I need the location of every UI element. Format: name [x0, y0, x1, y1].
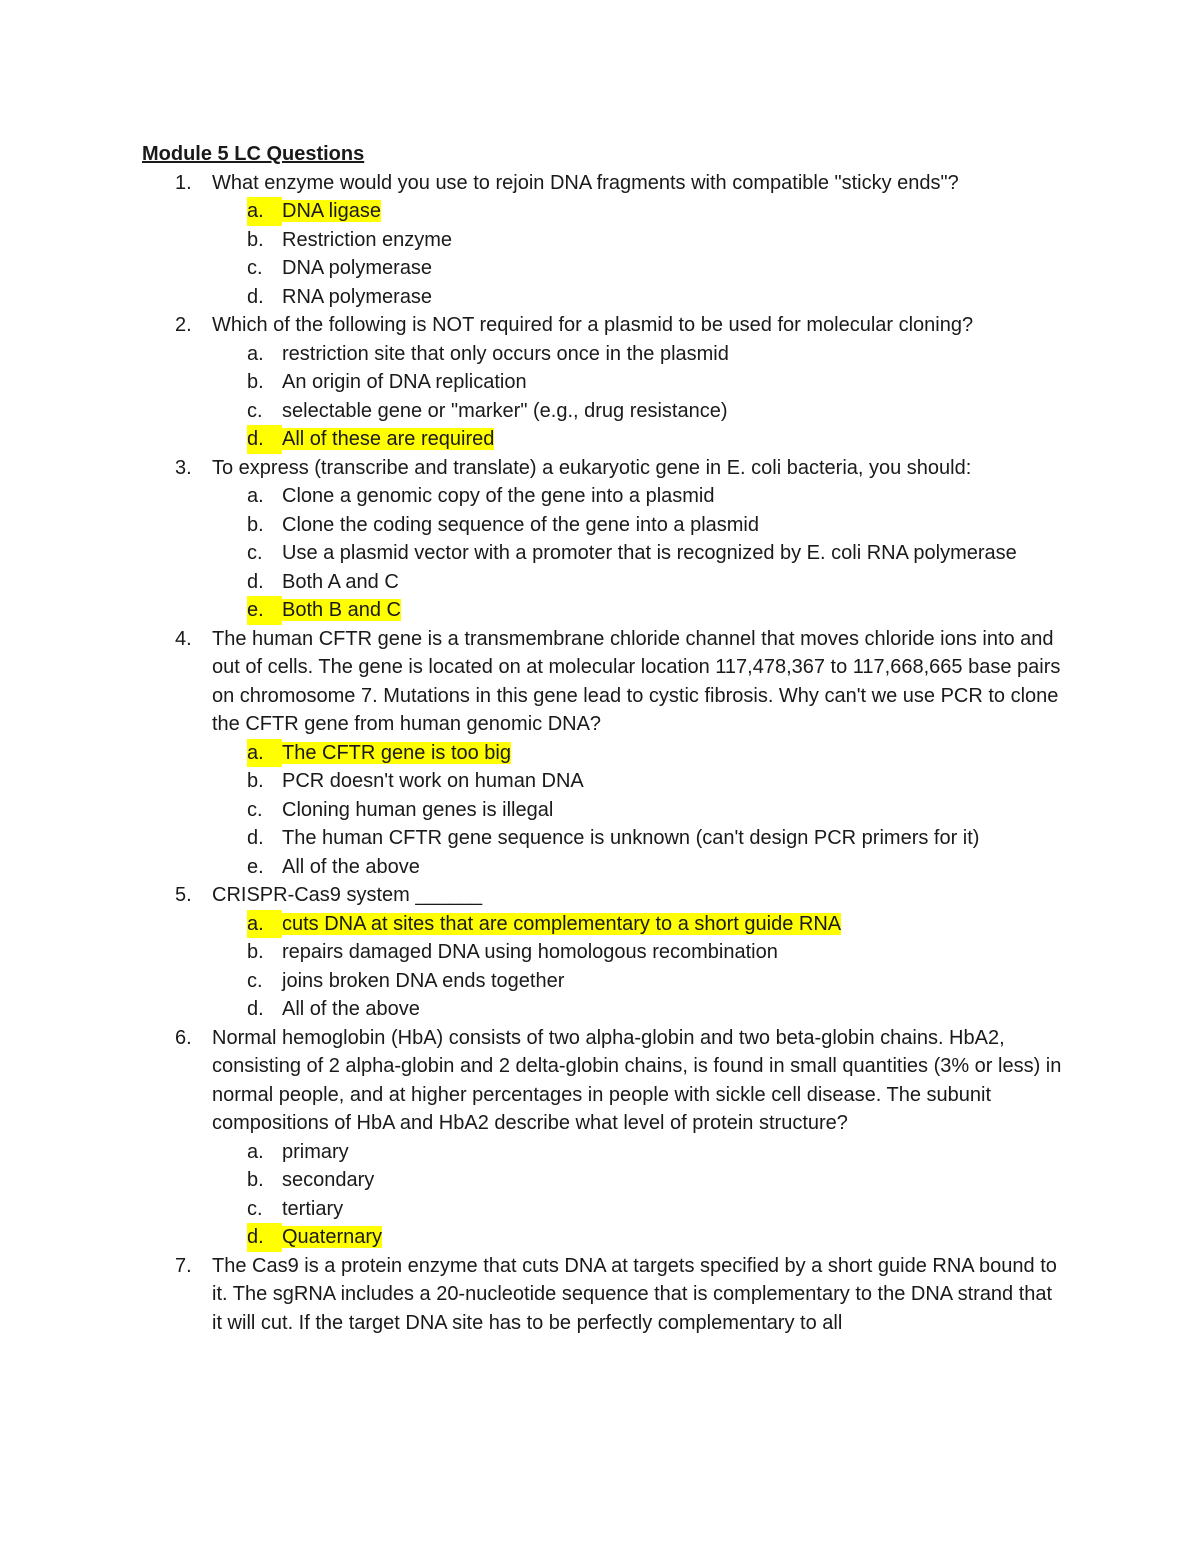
- option-text: RNA polymerase: [282, 285, 433, 308]
- option-letter: a.: [247, 485, 264, 507]
- option-letter: c.: [247, 1197, 263, 1220]
- option-letter: c.: [247, 542, 263, 564]
- answer-option: [247, 1195, 1042, 1224]
- option-text: Use a plasmid vector with a promoter that is recognized by E. coli RNA polymerase: [282, 542, 1017, 564]
- answer-option: [247, 967, 1042, 996]
- option-text: DNA ligase: [282, 200, 381, 222]
- option-text: All of these are required: [282, 428, 495, 450]
- answer-option-highlighted: [247, 596, 1042, 625]
- answer-option: [247, 995, 1042, 1024]
- answer-options: [212, 1138, 1072, 1252]
- document-body: [142, 140, 1072, 1337]
- option-text: repairs damaged DNA using homologous recombination: [282, 941, 778, 963]
- answer-option: [247, 767, 1042, 796]
- question-number: 6.: [175, 1026, 192, 1049]
- option-text: Both A and C: [282, 570, 399, 593]
- option-letter: e.: [247, 596, 282, 625]
- option-text: tertiary: [282, 1197, 344, 1220]
- question-7: [142, 1252, 1072, 1338]
- question-number: 3.: [175, 456, 192, 479]
- question-text: The human CFTR gene is a transmembrane chloride channel that moves chloride ions into and out of cells. The gene is located on at molecular location 117,478,367 to 117,668,665 base pairs on chromosome 7. Mutations in this gene lead to cystic fibrosis. Why can't we use PCR to clone the CFTR gene from human genomic DNA?: [212, 627, 1061, 735]
- document-title: Module 5 LC Questions: [142, 143, 365, 165]
- question-2: [142, 311, 1072, 454]
- option-letter: d.: [247, 998, 264, 1020]
- answer-option: [247, 1166, 1042, 1195]
- question-1: [142, 169, 1072, 312]
- answer-option: [247, 511, 1042, 540]
- answer-option: [247, 539, 1042, 568]
- question-text: Which of the following is NOT required for a plasmid to be used for molecular cloning?: [212, 314, 974, 336]
- option-text: All of the above: [282, 855, 420, 878]
- option-text: Restriction enzyme: [282, 228, 453, 251]
- answer-option: [247, 397, 1042, 426]
- question-number: 5.: [175, 884, 192, 906]
- option-text: Quaternary: [282, 1226, 383, 1248]
- option-letter: d.: [247, 570, 264, 593]
- option-letter: a.: [247, 739, 282, 768]
- option-letter: b.: [247, 941, 264, 963]
- answer-options: [212, 739, 1072, 882]
- answer-option: [247, 368, 1042, 397]
- option-letter: d.: [247, 827, 264, 849]
- option-letter: c.: [247, 798, 263, 821]
- option-text: primary: [282, 1140, 349, 1163]
- option-letter: b.: [247, 513, 264, 536]
- answer-option: [247, 340, 1042, 369]
- question-text: Normal hemoglobin (HbA) consists of two alpha-globin and two beta-globin chains. HbA2, consisting of 2 alpha-globin and 2 delta-globin chains, is found in small quantities (3% or less) in normal people, and at higher percentages in people with sickle cell disease. The subunit compositions of HbA and HbA2 describe what level of protein structure?: [212, 1026, 1062, 1134]
- answer-option-highlighted: [247, 910, 1042, 939]
- option-text: Clone the coding sequence of the gene into a plasmid: [282, 513, 760, 536]
- answer-option: [247, 824, 1042, 853]
- answer-option: [247, 853, 1042, 882]
- answer-option: [247, 1138, 1042, 1167]
- answer-options: [212, 340, 1072, 454]
- answer-option: [247, 938, 1042, 967]
- option-letter: c.: [247, 257, 263, 279]
- option-text: All of the above: [282, 998, 420, 1020]
- answer-options: [212, 910, 1072, 1024]
- answer-option: [247, 254, 1042, 283]
- question-6: [142, 1024, 1072, 1252]
- answer-options: [212, 197, 1072, 311]
- option-letter: d.: [247, 425, 282, 454]
- answer-option: [247, 482, 1042, 511]
- answer-options: [212, 482, 1072, 625]
- answer-option: [247, 568, 1042, 597]
- answer-option-highlighted: [247, 1223, 1042, 1252]
- option-text: PCR doesn't work on human DNA: [282, 770, 584, 792]
- question-number: 4.: [175, 627, 192, 650]
- option-text: joins broken DNA ends together: [282, 969, 565, 992]
- question-number: 2.: [175, 314, 192, 336]
- option-text: cuts DNA at sites that are complementary to a short guide RNA: [282, 912, 842, 935]
- question-number: 1.: [175, 171, 192, 194]
- question-text: What enzyme would you use to rejoin DNA fragments with compatible "sticky ends"?: [212, 171, 959, 194]
- answer-option-highlighted: [247, 739, 1042, 768]
- option-text: restriction site that only occurs once in the plasmid: [282, 342, 729, 365]
- question-text: To express (transcribe and translate) a eukaryotic gene in E. coli bacteria, you should:: [212, 456, 972, 479]
- option-text: Clone a genomic copy of the gene into a plasmid: [282, 485, 715, 507]
- question-list: [142, 169, 1072, 1338]
- option-text: Cloning human genes is illegal: [282, 798, 554, 821]
- answer-option: [247, 283, 1042, 312]
- question-text: The Cas9 is a protein enzyme that cuts DNA at targets specified by a short guide RNA bound to it. The sgRNA includes a 20-nucleotide sequence that is complementary to the DNA strand that it will cut. If the target DNA site has to be perfectly complementary to all: [212, 1254, 1057, 1334]
- option-letter: a.: [247, 197, 282, 226]
- option-letter: b.: [247, 1169, 264, 1191]
- option-letter: a.: [247, 1140, 264, 1163]
- question-3: [142, 454, 1072, 625]
- answer-option-highlighted: [247, 197, 1042, 226]
- answer-option-highlighted: [247, 425, 1042, 454]
- option-letter: b.: [247, 371, 264, 393]
- question-5: [142, 881, 1072, 1024]
- option-text: secondary: [282, 1169, 375, 1191]
- option-letter: d.: [247, 1223, 282, 1252]
- question-text: CRISPR-Cas9 system ______: [212, 884, 483, 906]
- option-text: The CFTR gene is too big: [282, 741, 511, 764]
- option-text: DNA polymerase: [282, 257, 433, 279]
- option-letter: b.: [247, 228, 264, 251]
- question-number: 7.: [175, 1254, 192, 1277]
- option-letter: c.: [247, 969, 263, 992]
- option-text: selectable gene or "marker" (e.g., drug resistance): [282, 399, 728, 422]
- option-letter: d.: [247, 285, 264, 308]
- option-text: Both B and C: [282, 599, 401, 621]
- option-letter: e.: [247, 855, 264, 878]
- answer-option: [247, 226, 1042, 255]
- option-text: An origin of DNA replication: [282, 371, 527, 393]
- answer-option: [247, 796, 1042, 825]
- option-letter: c.: [247, 399, 263, 422]
- option-letter: a.: [247, 342, 264, 365]
- option-letter: b.: [247, 770, 264, 792]
- option-text: The human CFTR gene sequence is unknown (can't design PCR primers for it): [282, 827, 980, 849]
- option-letter: a.: [247, 910, 282, 939]
- question-4: [142, 625, 1072, 882]
